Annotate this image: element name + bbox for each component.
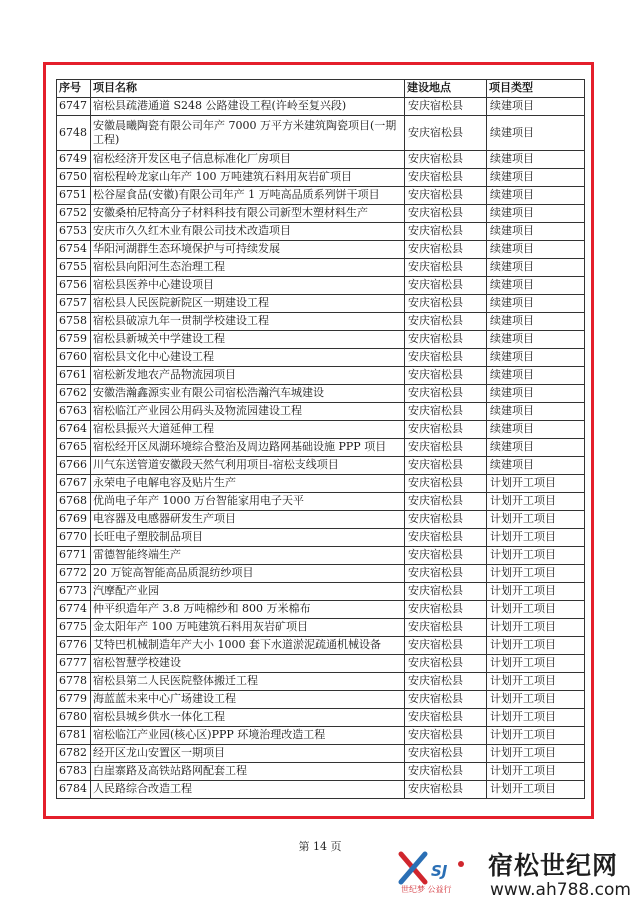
table-row <box>57 241 585 259</box>
cell-name: 汽摩配产业园 <box>91 583 405 601</box>
cell-no: 6767 <box>57 475 91 493</box>
table-row <box>57 565 585 583</box>
table-row <box>57 673 585 691</box>
table-row <box>57 403 585 421</box>
cell-location: 安庆宿松县 <box>405 241 487 259</box>
x-mark-icon <box>401 854 425 882</box>
cell-type: 计划开工项目 <box>487 619 585 637</box>
table-row <box>57 781 585 799</box>
cell-location: 安庆宿松县 <box>405 205 487 223</box>
page-number: 第 14 页 <box>298 840 342 853</box>
watermark-site-name: 宿松世纪网 <box>488 851 619 880</box>
table-row <box>57 295 585 313</box>
watermark-url: www.ah788.com <box>490 880 631 900</box>
cell-location: 安庆宿松县 <box>405 421 487 439</box>
cell-location: 安庆宿松县 <box>405 493 487 511</box>
cell-no: 6779 <box>57 691 91 709</box>
cell-location: 安庆宿松县 <box>405 781 487 799</box>
cell-location: 安庆宿松县 <box>405 277 487 295</box>
cell-name: 宿松经济开发区电子信息标准化厂房项目 <box>91 151 405 169</box>
cell-name: 宿松县城乡供水一体化工程 <box>91 709 405 727</box>
cell-type: 计划开工项目 <box>487 655 585 673</box>
cell-type: 计划开工项目 <box>487 475 585 493</box>
cell-name: 金太阳年产 100 万吨建筑石料用灰岩矿项目 <box>91 619 405 637</box>
cell-name: 长旺电子塑胶制品项目 <box>91 529 405 547</box>
table-row <box>57 691 585 709</box>
cell-location: 安庆宿松县 <box>405 475 487 493</box>
cell-no: 6771 <box>57 547 91 565</box>
cell-name: 优尚电子年产 1000 万台智能家用电子天平 <box>91 493 405 511</box>
header-type: 项目类型 <box>487 80 585 98</box>
table-row <box>57 367 585 385</box>
table-row <box>57 727 585 745</box>
cell-name: 宿松临江产业园公用码头及物流园建设工程 <box>91 403 405 421</box>
cell-location: 安庆宿松县 <box>405 637 487 655</box>
cell-name: 宿松县医养中心建设项目 <box>91 277 405 295</box>
cell-type: 计划开工项目 <box>487 763 585 781</box>
cell-location: 安庆宿松县 <box>405 349 487 367</box>
cell-location: 安庆宿松县 <box>405 385 487 403</box>
cell-name: 宿松县向阳河生态治理工程 <box>91 259 405 277</box>
cell-location: 安庆宿松县 <box>405 331 487 349</box>
cell-location: 安庆宿松县 <box>405 529 487 547</box>
cell-no: 6768 <box>57 493 91 511</box>
cell-location: 安庆宿松县 <box>405 223 487 241</box>
cell-type: 计划开工项目 <box>487 709 585 727</box>
cell-location: 安庆宿松县 <box>405 98 487 116</box>
cell-location: 安庆宿松县 <box>405 583 487 601</box>
cell-type: 续建项目 <box>487 241 585 259</box>
watermark-tagline: 世纪梦 公益行 <box>401 885 452 894</box>
table-row <box>57 277 585 295</box>
cell-location: 安庆宿松县 <box>405 295 487 313</box>
cell-type: 计划开工项目 <box>487 547 585 565</box>
cell-name: 海蓝蓝未来中心广场建设工程 <box>91 691 405 709</box>
table-header-row <box>57 80 585 98</box>
cell-no: 6776 <box>57 637 91 655</box>
cell-location: 安庆宿松县 <box>405 673 487 691</box>
cell-name: 华阳河湖群生态环境保护与可持续发展 <box>91 241 405 259</box>
cell-type: 计划开工项目 <box>487 529 585 547</box>
cell-location: 安庆宿松县 <box>405 259 487 277</box>
cell-type: 续建项目 <box>487 457 585 475</box>
table-row <box>57 583 585 601</box>
table-row <box>57 457 585 475</box>
cell-name: 宿松县振兴大道延伸工程 <box>91 421 405 439</box>
cell-no: 6762 <box>57 385 91 403</box>
cell-name: 艾特巴机械制造年产大小 1000 套下水道淤泥疏通机械设备 <box>91 637 405 655</box>
table-row <box>57 763 585 781</box>
cell-no: 6747 <box>57 98 91 116</box>
cell-location: 安庆宿松县 <box>405 403 487 421</box>
table-row <box>57 313 585 331</box>
cell-no: 6775 <box>57 619 91 637</box>
cell-name: 安庆市久久红木业有限公司技术改造项目 <box>91 223 405 241</box>
cell-no: 6749 <box>57 151 91 169</box>
cell-name: 人民路综合改造工程 <box>91 781 405 799</box>
table-row <box>57 169 585 187</box>
header-location: 建设地点 <box>405 80 487 98</box>
cell-location: 安庆宿松县 <box>405 691 487 709</box>
cell-no: 6755 <box>57 259 91 277</box>
cell-no: 6752 <box>57 205 91 223</box>
table-row <box>57 205 585 223</box>
cell-no: 6753 <box>57 223 91 241</box>
cell-type: 续建项目 <box>487 367 585 385</box>
cell-name: 川气东送管道安徽段天然气利用项目-宿松支线项目 <box>91 457 405 475</box>
cell-no: 6761 <box>57 367 91 385</box>
cell-location: 安庆宿松县 <box>405 367 487 385</box>
cell-name: 宿松程岭龙家山年产 100 万吨建筑石料用灰岩矿项目 <box>91 169 405 187</box>
cell-name: 宿松县第二人民医院整体搬迁工程 <box>91 673 405 691</box>
cell-location: 安庆宿松县 <box>405 709 487 727</box>
cell-name: 白崖寨路及高铁站路网配套工程 <box>91 763 405 781</box>
cell-location: 安庆宿松县 <box>405 151 487 169</box>
cell-name: 雷德智能终端生产 <box>91 547 405 565</box>
header-no: 序号 <box>57 80 91 98</box>
table-row <box>57 709 585 727</box>
cell-no: 6772 <box>57 565 91 583</box>
cell-no: 6770 <box>57 529 91 547</box>
cell-type: 续建项目 <box>487 98 585 116</box>
cell-location: 安庆宿松县 <box>405 727 487 745</box>
cell-type: 计划开工项目 <box>487 673 585 691</box>
table-row <box>57 439 585 457</box>
cell-no: 6773 <box>57 583 91 601</box>
project-table <box>56 79 585 799</box>
cell-type: 续建项目 <box>487 277 585 295</box>
table-row <box>57 547 585 565</box>
cell-name: 宿松县破凉九年一贯制学校建设工程 <box>91 313 405 331</box>
cell-name: 宿松新发地农产品物流园项目 <box>91 367 405 385</box>
cell-no: 6784 <box>57 781 91 799</box>
cell-type: 计划开工项目 <box>487 637 585 655</box>
cell-type: 续建项目 <box>487 205 585 223</box>
cell-type: 计划开工项目 <box>487 583 585 601</box>
cell-no: 6754 <box>57 241 91 259</box>
table-row <box>57 601 585 619</box>
table-row <box>57 511 585 529</box>
cell-no: 6778 <box>57 673 91 691</box>
cell-type: 续建项目 <box>487 223 585 241</box>
cell-no: 6774 <box>57 601 91 619</box>
cell-no: 6759 <box>57 331 91 349</box>
cell-no: 6750 <box>57 169 91 187</box>
table-row <box>57 98 585 116</box>
cell-location: 安庆宿松县 <box>405 547 487 565</box>
cell-name: 宿松临江产业园(核心区)PPP 环境治理改造工程 <box>91 727 405 745</box>
cell-type: 续建项目 <box>487 385 585 403</box>
cell-type: 续建项目 <box>487 313 585 331</box>
cell-type: 计划开工项目 <box>487 691 585 709</box>
cell-type: 续建项目 <box>487 259 585 277</box>
cell-type: 续建项目 <box>487 331 585 349</box>
cell-no: 6766 <box>57 457 91 475</box>
cell-no: 6751 <box>57 187 91 205</box>
cell-location: 安庆宿松县 <box>405 655 487 673</box>
cell-type: 计划开工项目 <box>487 511 585 529</box>
table-row <box>57 385 585 403</box>
cell-location: 安庆宿松县 <box>405 745 487 763</box>
cell-location: 安庆宿松县 <box>405 619 487 637</box>
cell-type: 续建项目 <box>487 116 585 151</box>
cell-type: 续建项目 <box>487 187 585 205</box>
cell-location: 安庆宿松县 <box>405 511 487 529</box>
cell-name: 永荣电子电解电容及贴片生产 <box>91 475 405 493</box>
cell-location: 安庆宿松县 <box>405 565 487 583</box>
cell-name: 经开区龙山安置区一期项目 <box>91 745 405 763</box>
cell-location: 安庆宿松县 <box>405 313 487 331</box>
header-name: 项目名称 <box>91 80 405 98</box>
cell-location: 安庆宿松县 <box>405 187 487 205</box>
cell-no: 6760 <box>57 349 91 367</box>
table-row <box>57 493 585 511</box>
cell-location: 安庆宿松县 <box>405 439 487 457</box>
table-row <box>57 151 585 169</box>
cell-no: 6748 <box>57 116 91 151</box>
cell-type: 计划开工项目 <box>487 727 585 745</box>
table-row <box>57 655 585 673</box>
table-row <box>57 529 585 547</box>
cell-type: 计划开工项目 <box>487 745 585 763</box>
cell-no: 6758 <box>57 313 91 331</box>
cell-type: 续建项目 <box>487 169 585 187</box>
cell-name: 宿松县人民医院新院区一期建设工程 <box>91 295 405 313</box>
cell-type: 计划开工项目 <box>487 601 585 619</box>
cell-name: 仲平织造年产 3.8 万吨棉纱和 800 万米棉布 <box>91 601 405 619</box>
table-row <box>57 223 585 241</box>
cell-type: 计划开工项目 <box>487 565 585 583</box>
table-row <box>57 259 585 277</box>
table-row <box>57 116 585 151</box>
cell-name: 安徽浩瀚鑫源实业有限公司宿松浩瀚汽车城建设 <box>91 385 405 403</box>
cell-name: 宿松县疏港通道 S248 公路建设工程(许岭至复兴段) <box>91 98 405 116</box>
cell-no: 6781 <box>57 727 91 745</box>
cell-no: 6763 <box>57 403 91 421</box>
table-row <box>57 349 585 367</box>
table-row <box>57 475 585 493</box>
watermark-logo-text: SJ <box>431 862 448 880</box>
table-row <box>57 187 585 205</box>
cell-no: 6783 <box>57 763 91 781</box>
cell-name: 电容器及电感器研发生产项目 <box>91 511 405 529</box>
cell-name: 宿松县新城关中学建设工程 <box>91 331 405 349</box>
cell-location: 安庆宿松县 <box>405 116 487 151</box>
cell-name: 松谷屋食品(安徽)有限公司年产 1 万吨高品质系列饼干项目 <box>91 187 405 205</box>
cell-type: 续建项目 <box>487 349 585 367</box>
cell-type: 计划开工项目 <box>487 781 585 799</box>
table-row <box>57 421 585 439</box>
cell-location: 安庆宿松县 <box>405 763 487 781</box>
cell-type: 续建项目 <box>487 151 585 169</box>
cell-name: 安徽桑柏尼特高分子材料科技有限公司新型木塑材料生产 <box>91 205 405 223</box>
cell-no: 6780 <box>57 709 91 727</box>
cell-type: 计划开工项目 <box>487 493 585 511</box>
cell-name: 宿松县文化中心建设工程 <box>91 349 405 367</box>
cell-no: 6757 <box>57 295 91 313</box>
cell-type: 续建项目 <box>487 295 585 313</box>
cell-type: 续建项目 <box>487 439 585 457</box>
table-row <box>57 745 585 763</box>
table-row <box>57 637 585 655</box>
table-row <box>57 619 585 637</box>
cell-no: 6769 <box>57 511 91 529</box>
cell-no: 6764 <box>57 421 91 439</box>
cell-name: 安徽晨曦陶瓷有限公司年产 7000 万平方米建筑陶瓷项目(一期工程) <box>91 116 405 151</box>
cell-no: 6756 <box>57 277 91 295</box>
cell-type: 续建项目 <box>487 421 585 439</box>
cell-type: 续建项目 <box>487 403 585 421</box>
table-row <box>57 331 585 349</box>
cell-location: 安庆宿松县 <box>405 169 487 187</box>
cell-location: 安庆宿松县 <box>405 457 487 475</box>
cell-name: 宿松智慧学校建设 <box>91 655 405 673</box>
cell-location: 安庆宿松县 <box>405 601 487 619</box>
cell-no: 6765 <box>57 439 91 457</box>
cell-name: 宿松经开区凤湖环境综合整治及周边路网基础设施 PPP 项目 <box>91 439 405 457</box>
cell-no: 6782 <box>57 745 91 763</box>
cell-name: 20 万锭高智能高品质混纺纱项目 <box>91 565 405 583</box>
cell-no: 6777 <box>57 655 91 673</box>
